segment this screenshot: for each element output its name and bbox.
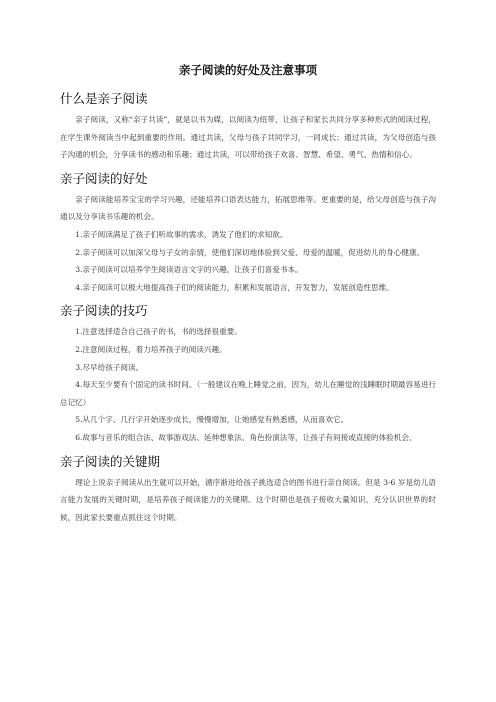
document-title: 亲子阅读的好处及注意事项 — [179, 63, 317, 77]
list-item: 3.亲子阅读可以培养学生阅读语言文字的兴趣，让孩子们喜爱书本。 — [75, 265, 303, 275]
paragraph: 理论上说亲子阅读从出生就可以开始，循序渐进给孩子挑选适合的图书进行亲自阅读。但是 3-6 岁是幼儿语言能力发展的关键时期，是培养孩子阅读能力的关键期。这个时期也是孩子接收大量知识，充分认识世界的时候，因此家长要重点抓住这个时期。 — [60, 477, 436, 522]
section-critical-period — [60, 453, 436, 527]
section-techniques — [60, 302, 436, 446]
list-item: 3.尽早给孩子阅读。 — [75, 362, 144, 372]
list-item: 1.亲子阅读满足了孩子们听故事的需求，诱发了他们的求知欲。 — [75, 229, 288, 239]
paragraph: 亲子阅读，又称“亲子共读”，就是以书为媒，以阅读为纽带，让孩子和家长共同分享多种形式的阅读过程，在学生课外阅读当中起到重要的作用。通过共读，父母与孩子共同学习，一同成长；通过共读，为父母创造与孩子沟通的机会，分享读书的感动和乐趣；通过共读，可以带给孩子欢喜、智慧、希望、勇气、热情和信心。 — [60, 115, 436, 160]
list-item: 4.亲子阅读可以极大地提高孩子们的阅读能力，积累和发展语言，开发智力，发展创造性思维。 — [75, 282, 394, 292]
list-item: 2.亲子阅读可以加深父母与子女的亲情，使他们深切地体验到父爱、母爱的温暖，促进幼儿的身心健康。 — [75, 247, 425, 257]
list-item: 1.注意选择适合自己孩子的书，书的选择很重要。 — [75, 327, 242, 337]
section-heading: 亲子阅读的关键期 — [60, 453, 161, 469]
section-what-is — [60, 90, 436, 164]
list-item: 2.注意阅读过程，着力培养孩子的阅读兴趣。 — [75, 344, 227, 354]
list-item: 5.从几个字、几行字开始逐步成长，慢慢增加，让她感觉有熟悉感，从而喜欢它。 — [75, 415, 349, 425]
list-item: 6.故事与音乐的组合法、故事游戏法、延伸想象法、角色扮演法等，让孩子有间接或直接的体验机会。 — [75, 432, 417, 442]
section-heading: 亲子阅读的技巧 — [60, 303, 148, 319]
section-heading: 亲子阅读的好处 — [60, 170, 148, 186]
document-page — [60, 62, 436, 526]
section-heading: 什么是亲子阅读 — [60, 91, 148, 106]
list-item: 4.每天至少要有个固定的读书时间。（一般建议在晚上睡觉之前，因为，幼儿在睡觉的浅睡眠时期最容易进行总记忆） — [60, 380, 436, 407]
paragraph: 亲子阅读能培养宝宝的学习兴趣，还能培养口语表达能力，拓展思维等。更重要的是，给父母创造与孩子沟通以及分享读书乐趣的机会。 — [60, 194, 436, 222]
section-benefits — [60, 170, 436, 297]
